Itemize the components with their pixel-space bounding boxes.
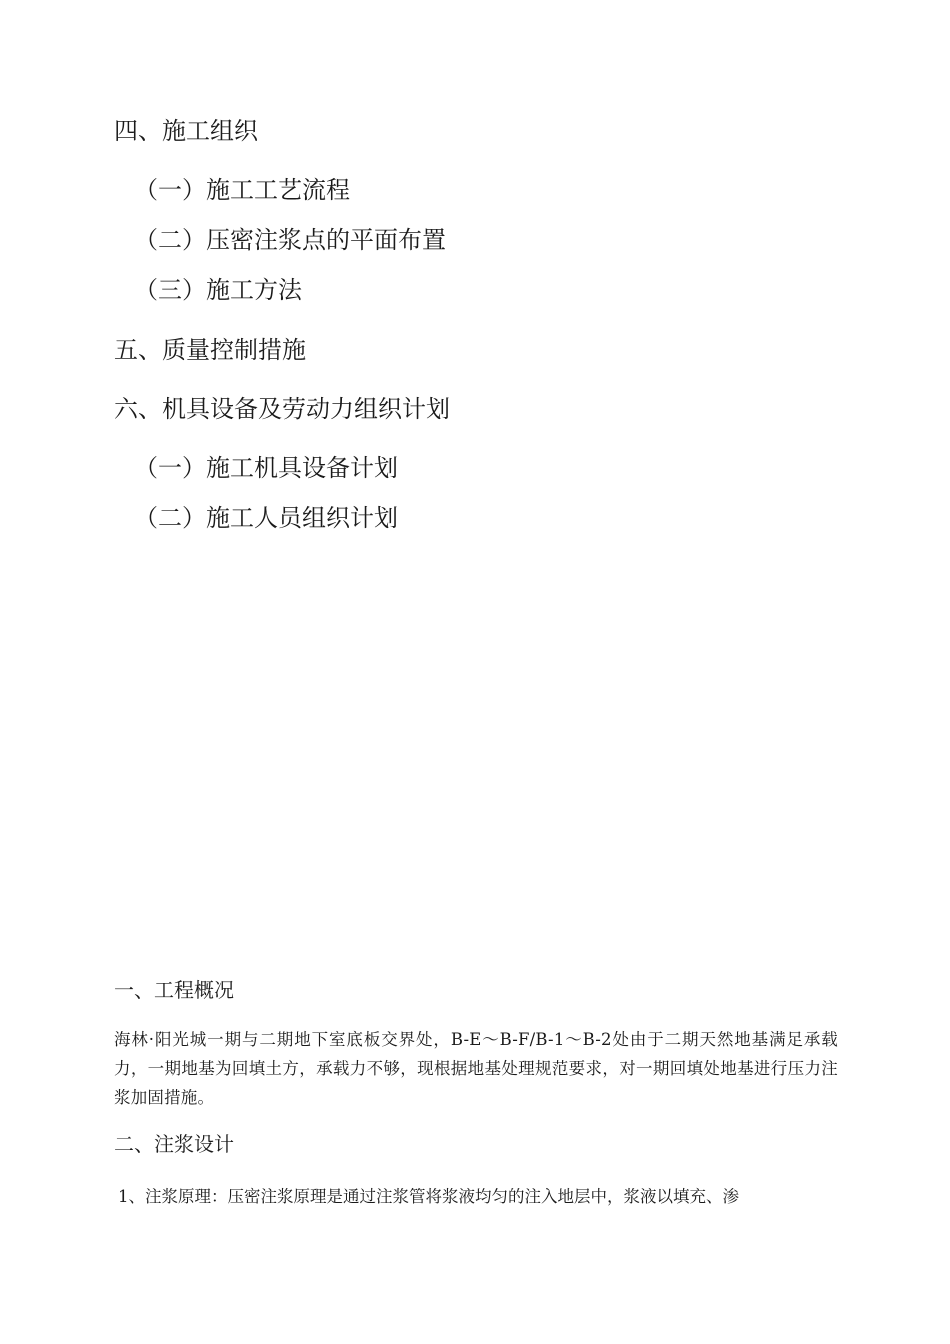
toc-item-4-2: （二）压密注浆点的平面布置 (134, 226, 446, 254)
toc-item-6-1: （一）施工机具设备计划 (134, 454, 398, 482)
toc-item-4-3: （三）施工方法 (134, 276, 302, 304)
toc-item-section-4: 四、施工组织 (114, 117, 258, 145)
toc-item-6-2: （二）施工人员组织计划 (134, 504, 398, 532)
section-heading-grouting-design: 二、注浆设计 (114, 1132, 234, 1156)
section-heading-overview: 一、工程概况 (114, 978, 234, 1002)
overview-paragraph: 海林·阳光城一期与二期地下室底板交界处，B-E～B-F/B-1～B-2处由于二期天然地基满足承载力，一期地基为回填土方，承载力不够，现根据地基处理规范要求，对一期回填处地基进行压力注浆加固措施。 (114, 1030, 838, 1107)
toc-item-4-1: （一）施工工艺流程 (134, 176, 350, 204)
toc-item-section-5: 五、质量控制措施 (114, 336, 306, 364)
toc-item-section-6: 六、机具设备及劳动力组织计划 (114, 395, 450, 423)
grouting-principle-paragraph: 1、注浆原理：压密注浆原理是通过注浆管将浆液均匀的注入地层中，浆液以填充、渗 (118, 1187, 739, 1206)
